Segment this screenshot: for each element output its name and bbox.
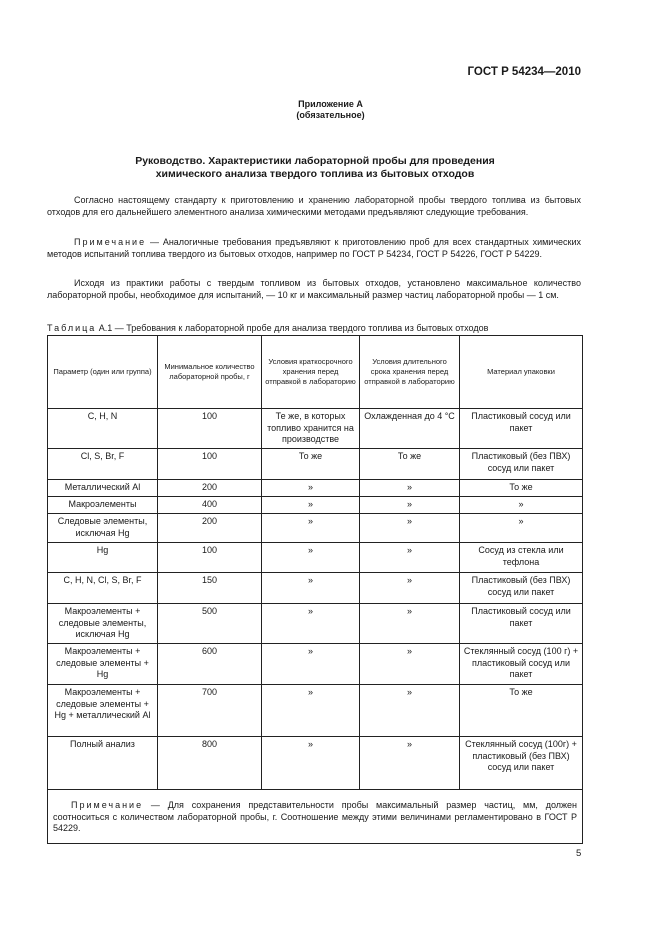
table-caption [47, 323, 488, 334]
appendix-title [80, 155, 550, 181]
cell-long-storage: То же [360, 449, 460, 480]
cell-packaging: Пластиковый сосуд или пакет [460, 409, 583, 449]
header-packaging: Материал упаковки [460, 336, 583, 409]
cell-packaging: Сосуд из стекла или тефлона [460, 543, 583, 573]
table-note [48, 790, 583, 844]
table-note-label: Примечание [71, 800, 144, 810]
cell-packaging: » [460, 497, 583, 514]
cell-long-storage: Охлажденная до 4 °C [360, 409, 460, 449]
header-short-storage: Условия краткосрочного хранения перед отправкой в лабораторию [262, 336, 360, 409]
cell-quantity: 600 [158, 644, 262, 685]
cell-long-storage: » [360, 497, 460, 514]
cell-packaging: То же [460, 480, 583, 497]
cell-parameter: Следовые элементы, исключая Hg [48, 514, 158, 543]
table-row [48, 543, 583, 573]
cell-quantity: 100 [158, 409, 262, 449]
cell-parameter: Hg [48, 543, 158, 573]
cell-parameter: C, H, N, Cl, S, Br, F [48, 573, 158, 604]
appendix-heading [0, 99, 661, 121]
cell-packaging: » [460, 514, 583, 543]
table-note-row [48, 790, 583, 844]
table-header-row [48, 336, 583, 409]
table-note-text: — Для сохранения представительности пробы максимальный размер частиц, мм, должен соотноситься с количеством лабораторной пробы, г. Соотношение между этими величинами регламентировано в ГОСТ Р 54229. [53, 800, 577, 833]
cell-packaging: Пластиковый (без ПВХ) сосуд или пакет [460, 573, 583, 604]
cell-parameter: Металлический Al [48, 480, 158, 497]
appendix-label: Приложение А [298, 99, 363, 109]
cell-packaging: Стеклянный сосуд (100 г) + пластиковый сосуд или пакет [460, 644, 583, 685]
cell-short-storage: » [262, 514, 360, 543]
cell-parameter: Макроэлементы + следовые элементы + Hg [48, 644, 158, 685]
cell-quantity: 150 [158, 573, 262, 604]
cell-long-storage: » [360, 543, 460, 573]
cell-short-storage: » [262, 685, 360, 737]
cell-short-storage: » [262, 543, 360, 573]
cell-short-storage: То же [262, 449, 360, 480]
cell-quantity: 400 [158, 497, 262, 514]
document-code: ГОСТ Р 54234—2010 [467, 66, 581, 78]
cell-quantity: 100 [158, 543, 262, 573]
table-row [48, 449, 583, 480]
cell-long-storage: » [360, 644, 460, 685]
cell-short-storage: » [262, 737, 360, 790]
title-line-2: химического анализа твердого топлива из бытовых отходов [155, 168, 475, 180]
cell-long-storage: » [360, 737, 460, 790]
cell-short-storage: » [262, 644, 360, 685]
cell-packaging: Пластиковый сосуд или пакет [460, 604, 583, 644]
cell-packaging: Стеклянный сосуд (100г) + пластиковый (без ПВХ) сосуд или пакет [460, 737, 583, 790]
cell-packaging: То же [460, 685, 583, 737]
cell-quantity: 200 [158, 514, 262, 543]
table-caption-text: А.1 — Требования к лабораторной пробе для анализа твердого топлива из бытовых отходов [96, 323, 489, 333]
header-min-quantity: Минимальное количество лабораторной пробы, г [158, 336, 262, 409]
cell-long-storage: » [360, 514, 460, 543]
cell-short-storage: Те же, в которых топливо хранится на производстве [262, 409, 360, 449]
page-number: 5 [576, 848, 582, 859]
cell-parameter: Макроэлементы + следовые элементы + Hg + металлический Al [48, 685, 158, 737]
cell-quantity: 800 [158, 737, 262, 790]
cell-parameter: C, H, N [48, 409, 158, 449]
cell-long-storage: » [360, 685, 460, 737]
cell-long-storage: » [360, 480, 460, 497]
appendix-status: (обязательное) [296, 110, 365, 120]
cell-short-storage: » [262, 480, 360, 497]
practice-paragraph: Исходя из практики работы с твердым топливом из бытовых отходов, установлено максимальное количество лабораторной пробы, необходимое для испытаний, — 10 кг и максимальный размер частиц лабораторной пробы — 1 см. [47, 278, 581, 300]
table-caption-label: Таблица [47, 323, 97, 333]
table-row [48, 480, 583, 497]
cell-short-storage: » [262, 573, 360, 604]
table-row [48, 409, 583, 449]
cell-quantity: 700 [158, 685, 262, 737]
note-label: Примечание [74, 237, 147, 247]
cell-long-storage: » [360, 604, 460, 644]
requirements-table [47, 335, 583, 844]
note-paragraph [47, 237, 581, 260]
cell-quantity: 500 [158, 604, 262, 644]
intro-paragraph: Согласно настоящему стандарту к приготовлению и хранению лабораторной пробы твердого топлива из бытовых отходов для его дальнейшего элементного анализа химическими методами предъявляют следующие требования. [47, 195, 581, 217]
cell-parameter: Cl, S, Br, F [48, 449, 158, 480]
cell-packaging: Пластиковый (без ПВХ) сосуд или пакет [460, 449, 583, 480]
note-text: — Аналогичные требования предъявляют к приготовлению проб для всех стандартных химических методов испытаний топлива твердого из бытовых отходов, например по ГОСТ Р 54234, ГОСТ Р 54226, ГОСТ Р 54229. [47, 237, 581, 259]
cell-quantity: 100 [158, 449, 262, 480]
cell-short-storage: » [262, 604, 360, 644]
table-row [48, 685, 583, 737]
cell-parameter: Макроэлементы [48, 497, 158, 514]
cell-short-storage: » [262, 497, 360, 514]
cell-quantity: 200 [158, 480, 262, 497]
table-row [48, 604, 583, 644]
table-row [48, 573, 583, 604]
table-row [48, 644, 583, 685]
table-row [48, 497, 583, 514]
header-long-storage: Условия длительного срока хранения перед отправкой в лабораторию [360, 336, 460, 409]
cell-parameter: Макроэлементы + следовые элементы, исключая Hg [48, 604, 158, 644]
table-row [48, 514, 583, 543]
header-parameter: Параметр (один или группа) [48, 336, 158, 409]
cell-long-storage: » [360, 573, 460, 604]
cell-parameter: Полный анализ [48, 737, 158, 790]
table-row [48, 737, 583, 790]
title-line-1: Руководство. Характеристики лабораторной пробы для проведения [135, 155, 495, 167]
